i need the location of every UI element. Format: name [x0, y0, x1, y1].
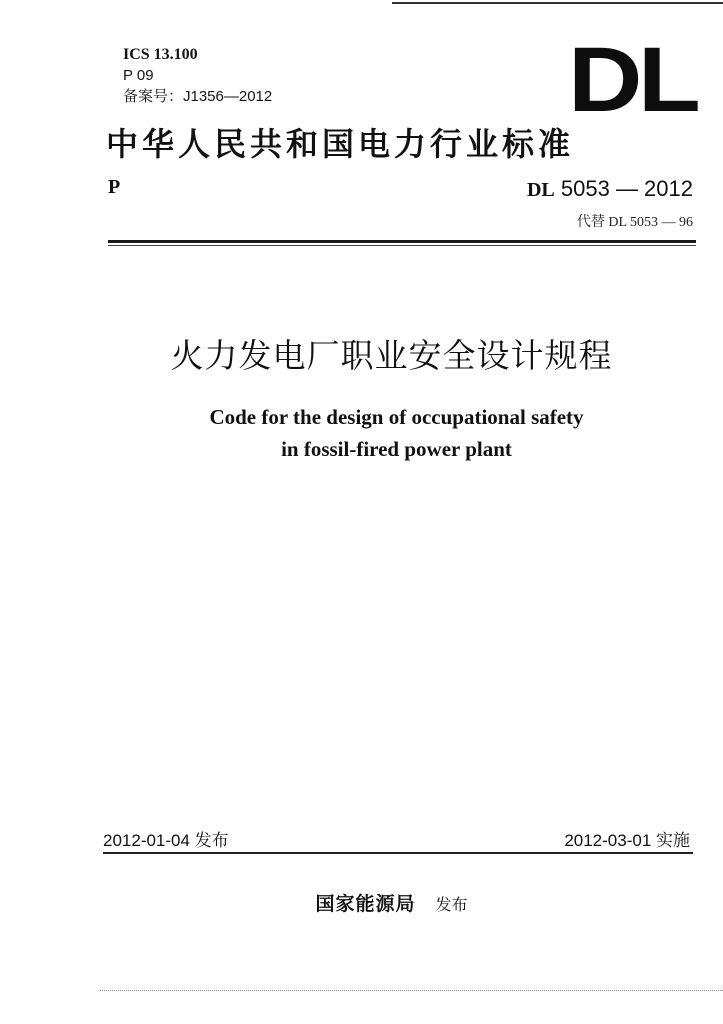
replaces-standard: 代替 DL 5053 — 96 [576, 215, 693, 230]
implementation-date: 2012-03-01 实施 [564, 831, 690, 850]
header-rule-thin [108, 245, 696, 246]
organization-title: 中华人民共和国电力行业标准 [106, 125, 575, 163]
standard-prefix: DL [526, 179, 555, 201]
scan-artifact-line [100, 990, 723, 991]
publisher-verb: 发布 [435, 895, 468, 914]
publisher [0, 889, 723, 916]
header-rule-thick [108, 240, 696, 243]
standard-number-value: 5053 — 2012 [560, 176, 693, 201]
title-chinese: 火力发电厂职业安全设计规程 [170, 336, 613, 375]
dl-logo: DL [568, 29, 697, 131]
publisher-name: 国家能源局 [315, 893, 416, 915]
ccs-code: P 09 [123, 67, 154, 84]
category-letter: P [108, 176, 121, 198]
footer-rule [103, 852, 693, 854]
ics-code: ICS 13.100 [123, 46, 198, 63]
title-english-line1: Code for the design of occupational safety [209, 405, 584, 429]
top-edge-rule [392, 2, 723, 4]
issue-date: 2012-01-04 发布 [103, 831, 229, 850]
standard-number [527, 176, 693, 202]
title-english-line2: in fossil-fired power plant [281, 437, 512, 461]
record-number: 备案号：J1356—2012 [123, 88, 273, 105]
